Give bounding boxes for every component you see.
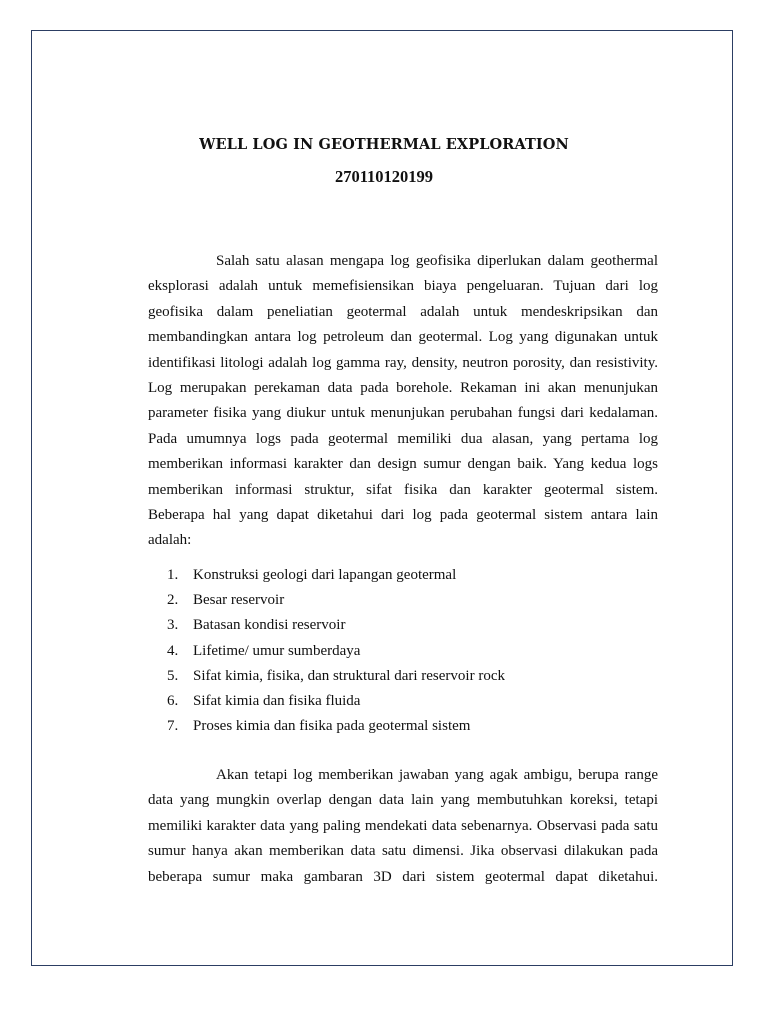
paragraph-conclusion — [148, 763, 658, 890]
paragraph-line: data yang mungkin overlap dengan data lain yang membutuhkan koreksi, tetapi — [148, 792, 658, 809]
paragraph-line: geofisika dalam peneliatian geotermal adalah untuk mendeskripsikan dan — [148, 303, 658, 320]
paragraph-line: adalah: — [148, 532, 192, 549]
paragraph-line: membandingkan antara log petroleum dan geotermal. Log yang digunakan untuk — [148, 329, 658, 346]
list-item — [148, 639, 658, 664]
numbered-list — [148, 563, 658, 739]
paragraph-line: memiliki karakter data yang paling mendekati data sebenarnya. Observasi pada satu — [148, 817, 658, 834]
paragraph-line: Beberapa hal yang dapat diketahui dari log pada geotermal sistem antara lain — [148, 507, 658, 524]
list-item-number: 1. — [167, 567, 179, 583]
list-item-number: 2. — [167, 592, 179, 609]
list-item-text: Proses kimia dan fisika pada geotermal sistem — [193, 718, 471, 735]
paragraph-intro — [148, 249, 658, 554]
list-item — [148, 714, 658, 739]
paragraph-line: memberikan informasi struktur, sifat fisika dan karakter geotermal sistem. — [148, 481, 658, 498]
list-item — [148, 588, 658, 613]
list-item — [148, 613, 658, 638]
list-item-number: 4. — [167, 642, 179, 659]
paragraph-line: eksplorasi adalah untuk memefisiensikan biaya pengeluaran. Tujuan dari log — [148, 278, 658, 295]
list-item-text: Sifat kimia dan fisika fluida — [193, 692, 361, 709]
list-item-text: Konstruksi geologi dari lapangan geotermal — [193, 567, 457, 583]
paragraph-line: Log merupakan perekaman data pada borehole. Rekaman ini akan menunjukan — [148, 380, 658, 397]
paragraph-line: memberikan informasi karakter dan design sumur dengan baik. Yang kedua logs — [148, 456, 658, 473]
list-item-number: 5. — [167, 667, 179, 684]
paragraph-line: identifikasi litologi adalah log gamma ray, density, neutron porosity, dan resistivity. — [148, 354, 658, 371]
list-item-number: 6. — [167, 692, 179, 709]
list-item-text: Batasan kondisi reservoir — [193, 617, 346, 634]
paragraph-line: Akan tetapi log memberikan jawaban yang agak ambigu, berupa range — [216, 767, 658, 783]
list-item-number: 7. — [167, 718, 179, 735]
paragraph-line: sumur hanya akan memberikan data satu dimensi. Jika observasi dilakukan pada — [148, 843, 658, 860]
paragraph-line: parameter fisika yang diukur untuk menunjukan perubahan fungsi dari kedalaman. — [148, 405, 658, 422]
list-item — [148, 664, 658, 689]
document-title: WELL LOG IN GEOTHERMAL EXPLORATION — [199, 136, 569, 153]
list-item — [148, 689, 658, 714]
paragraph-line: Salah satu alasan mengapa log geofisika diperlukan dalam geothermal — [216, 253, 658, 269]
list-item-number: 3. — [167, 617, 179, 634]
list-item-text: Lifetime/ umur sumberdaya — [193, 642, 361, 659]
list-item — [148, 563, 658, 588]
student-id-number: 270110120199 — [334, 167, 434, 186]
paragraph-line: Pada umumnya logs pada geotermal memiliki dua alasan, yang pertama log — [148, 430, 658, 447]
list-item-text: Besar reservoir — [193, 592, 285, 609]
list-item-text: Sifat kimia, fisika, dan struktural dari reservoir rock — [193, 667, 505, 684]
paragraph-line: beberapa sumur maka gambaran 3D dari sistem geotermal dapat diketahui. — [148, 868, 658, 885]
